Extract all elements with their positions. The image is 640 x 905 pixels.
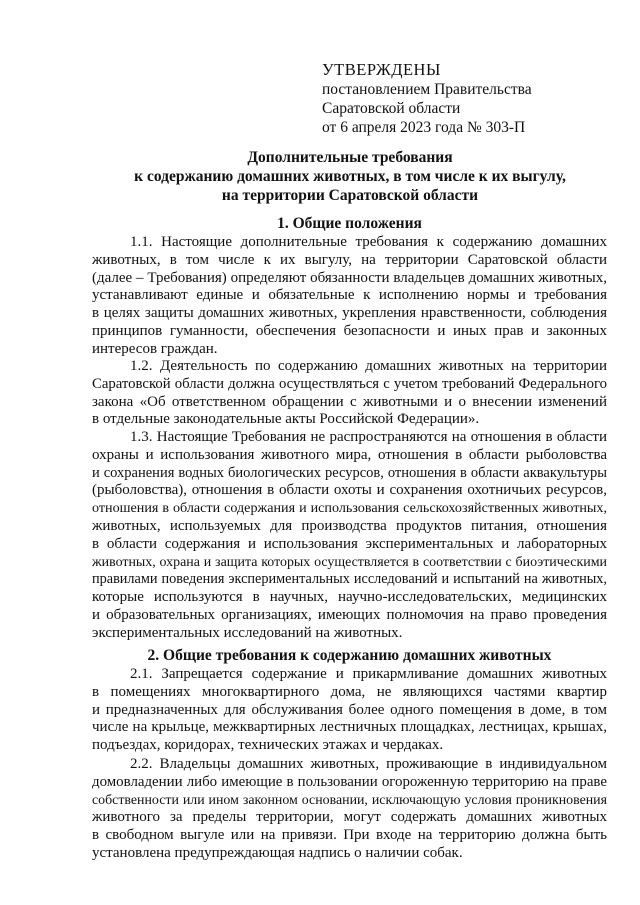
text-line: животных, используемых для производства продуктов питания, отношения [92,517,607,534]
text-line: установлена предупреждающая надпись о наличии собак. [92,844,463,861]
text-line: закона «Об ответственном обращении с животными и о внесении изменений [92,393,607,410]
text-line: и сохранения водных биологических ресурсов, отношения в области аквакультуры [92,464,607,481]
approval-line: от 6 апреля 2023 года № 303-П [322,119,526,136]
text-line: в целях защиты домашних животных, укрепления нравственности, соблюдения [92,305,607,322]
text-line: собственности или ином законном основании, исключающую условия проникновения [92,792,607,808]
title-line: Дополнительные требования [247,149,453,166]
text-line: (рыболовства), отношения в области охоты и сохранения охотничьих ресурсов, [92,482,607,499]
text-line: животных, охрана и защита которых осуществляется в соответствии с биоэтическими [92,554,607,570]
text-line: в отдельные законодательные акты Российской Федерации». [92,411,480,428]
approval-stamp [322,60,532,137]
text-line: 2.1. Запрещается содержание и прикармливание домашних животных [130,666,607,682]
approval-line: Саратовской области [322,100,461,117]
text-line: подъездах, коридорах, технических этажах и чердаках. [92,737,444,754]
text-line: и предназначенных для обслуживания более одного помещения в доме, в том [92,701,607,718]
paragraph-1-2 [92,358,607,429]
text-line: которые используются в научных, научно-исследовательских, медицинских [92,589,607,606]
text-line: экспериментальных исследований на животных. [92,624,403,641]
text-line: 1.3. Настоящие Требования не распространяются на отношения в области [130,429,607,445]
paragraph-1-3 [92,429,607,643]
paragraph-1-1 [92,234,607,359]
text-line: (далее – Требования) определяют обязанности владельцев домашних животных, [92,269,607,286]
title-line: на территории Саратовской области [221,187,479,204]
text-line: животного за пределы территории, могут содержать домашних животных [92,809,607,826]
text-line: 1.2. Деятельность по содержанию домашних животных на территории [130,358,607,374]
text-line: Саратовской области должна осуществляться с учетом требований Федерального [92,375,607,392]
text-line: в помещениях многоквартирного дома, не являющихся частями квартир [92,683,607,700]
text-line: числе на крыльце, межквартирных лестничных площадках, лестницах, крышах, [92,719,607,736]
approval-line: постановлением Правительства [322,81,532,98]
document-title [80,148,620,205]
text-line: принципов гуманности, обеспечения безопасности и иных прав и законных [92,322,607,339]
text-line: и образовательных организациях, имеющих полномочия на право проведения [92,606,607,623]
text-line: 2.2. Владельцы домашних животных, проживающие в индивидуальном [130,756,607,772]
text-line: отношения в области содержания и использования сельскохозяйственных животных, [92,500,607,517]
text-line: 1.1. Настоящие дополнительные требования к содержанию домашних [130,234,607,250]
section-2-heading: 2. Общие требования к содержанию домашних животных [147,647,552,664]
title-line: к содержанию домашних животных, в том числе к их выгулу, [134,168,566,185]
approval-heading: УТВЕРЖДЕНЫ [322,60,441,79]
text-line: устанавливают единые и обязательные к исполнению нормы и требования [92,287,607,304]
text-line: животных, в том числе к их выгулу, на территории Саратовской области [92,251,607,268]
text-line: правилами поведения экспериментальных исследований и испытаний на животных, [92,571,607,588]
section-1-heading: 1. Общие положения [277,215,422,232]
text-line: домовладении либо имеющие в пользовании огороженную территорию на праве [92,773,607,790]
text-line: охраны и использования животного мира, отношения в области рыболовства [92,446,607,463]
text-line: в свободном выгуле или на привязи. При входе на территорию должна быть [92,827,607,844]
text-line: в области содержания и использования экспериментальных и лабораторных [92,535,607,552]
paragraph-2-2 [92,756,607,863]
paragraph-2-1 [92,666,607,755]
text-line: интересов граждан. [92,340,218,357]
